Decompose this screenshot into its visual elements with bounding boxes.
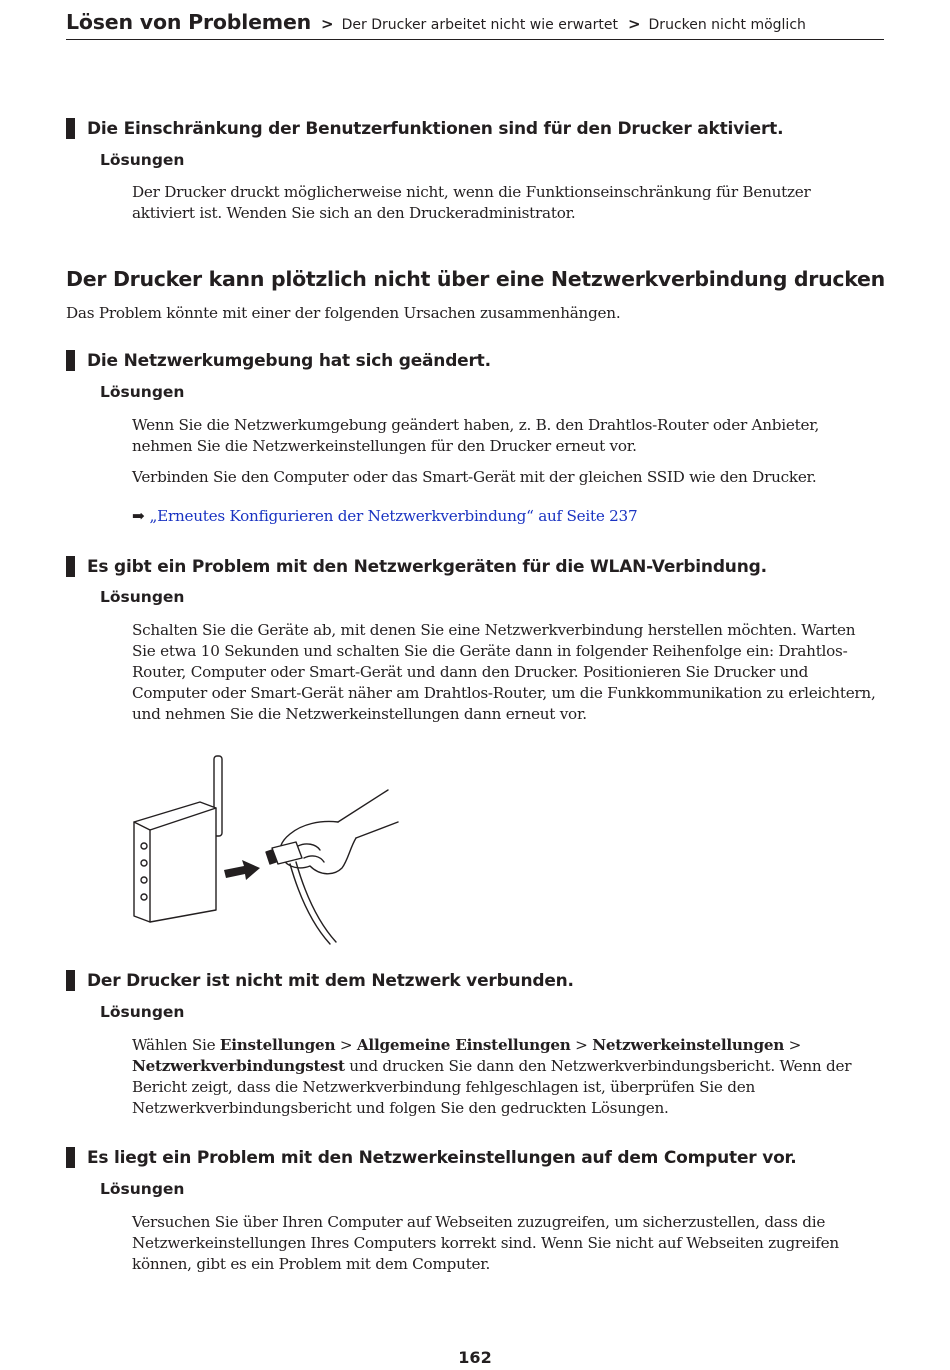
arm-outline <box>338 790 398 838</box>
text-run: > <box>570 1036 593 1054</box>
section-heading-not-connected <box>66 970 574 991</box>
heading-text: Es liegt ein Problem mit den Netzwerkeinstellungen auf dem Computer vor. <box>87 1147 797 1168</box>
solution-text: Versuchen Sie über Ihren Computer auf Webseiten zuzugreifen, um sicherzustellen, dass die Netzwerkeinstellungen Ihres Computers korrekt sind. Wenn Sie nicht auf Webseiten zugreifen können, gibt es ein Problem mit dem Computer. <box>132 1213 839 1273</box>
solutions-label: Lösungen <box>100 588 185 606</box>
arrow-right-icon: ➡ <box>132 507 145 525</box>
heading-bar <box>66 118 75 139</box>
finger-lines <box>298 844 324 862</box>
heading-text: Es gibt ein Problem mit den Netzwerkgeräten für die WLAN-Verbindung. <box>87 556 767 577</box>
breadcrumb-item[interactable]: Drucken nicht möglich <box>648 17 806 33</box>
solution-text <box>132 1035 877 1119</box>
menu-path-settings: Einstellungen <box>219 1036 336 1054</box>
solution-text: Wenn Sie die Netzwerkumgebung geändert haben, z. B. den Drahtlos-Router oder Anbieter, nehmen Sie die Netzwerkeinstellungen für den Drucker erneut vor. <box>132 416 820 455</box>
solutions-label: Lösungen <box>100 1003 185 1021</box>
cable-plug <box>272 842 302 864</box>
cross-reference <box>132 506 877 527</box>
section-title-network: Der Drucker kann plötzlich nicht über eine Netzwerkverbindung drucken <box>66 267 885 291</box>
text-run: Wählen Sie <box>132 1036 220 1054</box>
text-run: und drucken Sie dann den Netzwerkverbindungsbericht. Wenn der Bericht zeigt, dass die Netzwerkverbindung fehlgeschlagen ist, überprüfen Sie den Netzwerkverbindungsbericht und folgen Sie den gedruckten Lösungen. <box>132 1057 852 1117</box>
solution-text: Verbinden Sie den Computer oder das Smart-Gerät mit der gleichen SSID wie den Drucker. <box>132 468 817 486</box>
cable <box>290 864 330 944</box>
page-title: Lösen von Problemen <box>66 10 312 34</box>
router-power-cable-illustration <box>120 750 410 950</box>
menu-path-network-settings: Netzwerkeinstellungen <box>592 1036 785 1054</box>
heading-text: Die Einschränkung der Benutzerfunktionen sind für den Drucker aktiviert. <box>87 118 784 139</box>
text-run: > <box>335 1036 357 1054</box>
menu-path-connection-test: Netzwerkverbindungstest <box>132 1057 345 1075</box>
section-heading-computer <box>66 1147 797 1168</box>
insert-arrow-icon <box>224 860 260 880</box>
heading-bar <box>66 970 75 991</box>
section-heading-devices <box>66 556 767 577</box>
breadcrumb-item[interactable]: Der Drucker arbeitet nicht wie erwartet <box>341 17 618 33</box>
text-run: > <box>784 1036 802 1054</box>
solutions-label: Lösungen <box>100 151 185 169</box>
solutions-label: Lösungen <box>100 1180 185 1198</box>
heading-bar <box>66 556 75 577</box>
breadcrumb-separator: > <box>627 15 641 33</box>
solution-text: Schalten Sie die Geräte ab, mit denen Sie eine Netzwerkverbindung herstellen möchten. Warten Sie etwa 10 Sekunden und schalten Sie die Geräte dann in folgender Reihenfolge ein: Drahtlos-Router, Computer oder Smart-Gerät und dann den Drucker. Positionieren Sie Drucker und Computer oder Smart-Gerät näher am Drahtlos-Router, um die Funkkommunikation zu erleichtern, und nehmen Sie die Netzwerkeinstellungen dann erneut vor. <box>132 621 876 723</box>
heading-text: Die Netzwerkumgebung hat sich geändert. <box>87 350 491 371</box>
heading-bar <box>66 350 75 371</box>
menu-path-general-settings: Allgemeine Einstellungen <box>356 1036 571 1054</box>
reconfigure-network-link[interactable]: „Erneutes Konfigurieren der Netzwerkverbindung“ auf Seite 237 <box>149 507 638 525</box>
solutions-label: Lösungen <box>100 383 185 401</box>
breadcrumb <box>66 10 884 40</box>
section-intro: Das Problem könnte mit einer der folgenden Ursachen zusammenhängen. <box>66 304 621 322</box>
section-heading-environment <box>66 350 491 371</box>
breadcrumb-separator: > <box>321 15 334 33</box>
page-number: 162 <box>458 1348 492 1367</box>
solution-text: Der Drucker druckt möglicherweise nicht, wenn die Funktionseinschränkung für Benutzer aktiviert ist. Wenden Sie sich an den Druckeradministrator. <box>132 183 811 222</box>
section-heading-restriction <box>66 118 783 139</box>
heading-bar <box>66 1147 75 1168</box>
heading-text: Der Drucker ist nicht mit dem Netzwerk verbunden. <box>87 970 574 991</box>
